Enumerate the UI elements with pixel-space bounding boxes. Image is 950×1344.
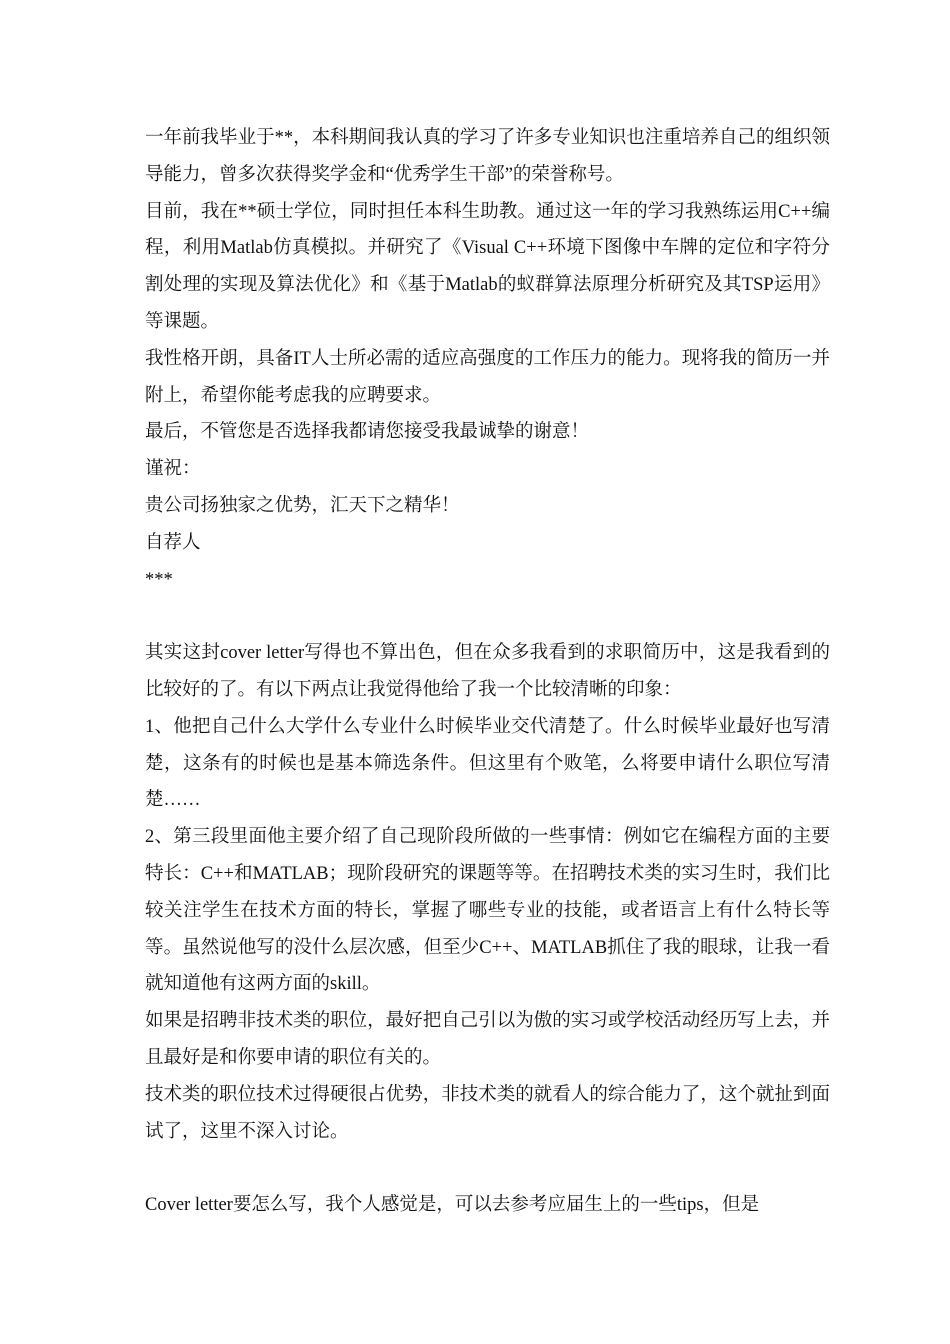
- blank-line: [145, 598, 830, 635]
- paragraph-comment-intro: 其实这封cover letter写得也不算出色，但在众多我看到的求职简历中，这是我看到的比较好的了。有以下两点让我觉得他给了我一个比较清晰的印象：: [145, 643, 830, 700]
- paragraph-how-to-write: Cover letter要怎么写，我个人感觉是，可以去参考应届生上的一些tips，但是: [145, 1195, 760, 1216]
- paragraph-thanks: 最后，不管您是否选择我都请您接受我最诚挚的谢意！: [145, 422, 590, 443]
- paragraph-graduation: 一年前我毕业于**，本科期间我认真的学习了许多专业知识也注重培养自己的组织领导能力，曾多次获得奖学金和“优秀学生干部”的荣誉称号。: [145, 128, 830, 185]
- paragraph-personality: 我性格开朗，具备IT人士所必需的适应高强度的工作压力的能力。现将我的简历一并附上，希望你能考虑我的应聘要求。: [145, 348, 830, 406]
- paragraph-salutation: 谨祝：: [145, 459, 201, 480]
- blank-line: [145, 1150, 830, 1187]
- document-body: [145, 120, 830, 1224]
- paragraph-signature-name: ***: [145, 569, 173, 590]
- paragraph-point-one: 1、他把自己什么大学什么专业什么时候毕业交代清楚了。什么时候毕业最好也写清楚，这条有的时候也是基本筛选条件。但这里有个败笔，么将要申请什么职位写清楚……: [145, 716, 830, 811]
- paragraph-non-technical: 如果是招聘非技术类的职位，最好把自己引以为傲的实习或学校活动经历写上去，并且最好是和你要申请的职位有关的。: [145, 1011, 830, 1068]
- paragraph-signature-label: 自荐人: [145, 532, 201, 553]
- paragraph-blessing: 贵公司扬独家之优势，汇天下之精华！: [145, 495, 460, 516]
- paragraph-current-study: 目前，我在**硕士学位，同时担任本科生助教。通过这一年的学习我熟练运用C++编程，利用Matlab仿真模拟。并研究了《Visual C++环境下图像中车牌的定位和字符分割处理的实现及算法优化》和《基于Matlab的蚁群算法原理分析研究及其TSP运用》等课题。: [145, 201, 830, 332]
- paragraph-point-two: 2、第三段里面他主要介绍了自己现阶段所做的一些事情：例如它在编程方面的主要特长：C++和MATLAB；现阶段研究的课题等等。在招聘技术类的实习生时，我们比较关注学生在技术方面的特长，掌握了哪些专业的技能，或者语言上有什么特长等等。虽然说他写的没什么层次感，但至少C++、MATLAB抓住了我的眼球，让我一看就知道他有这两方面的skill。: [145, 827, 830, 995]
- paragraph-technical: 技术类的职位技术过得硬很占优势，非技术类的就看人的综合能力了，这个就扯到面试了，这里不深入讨论。: [145, 1084, 830, 1142]
